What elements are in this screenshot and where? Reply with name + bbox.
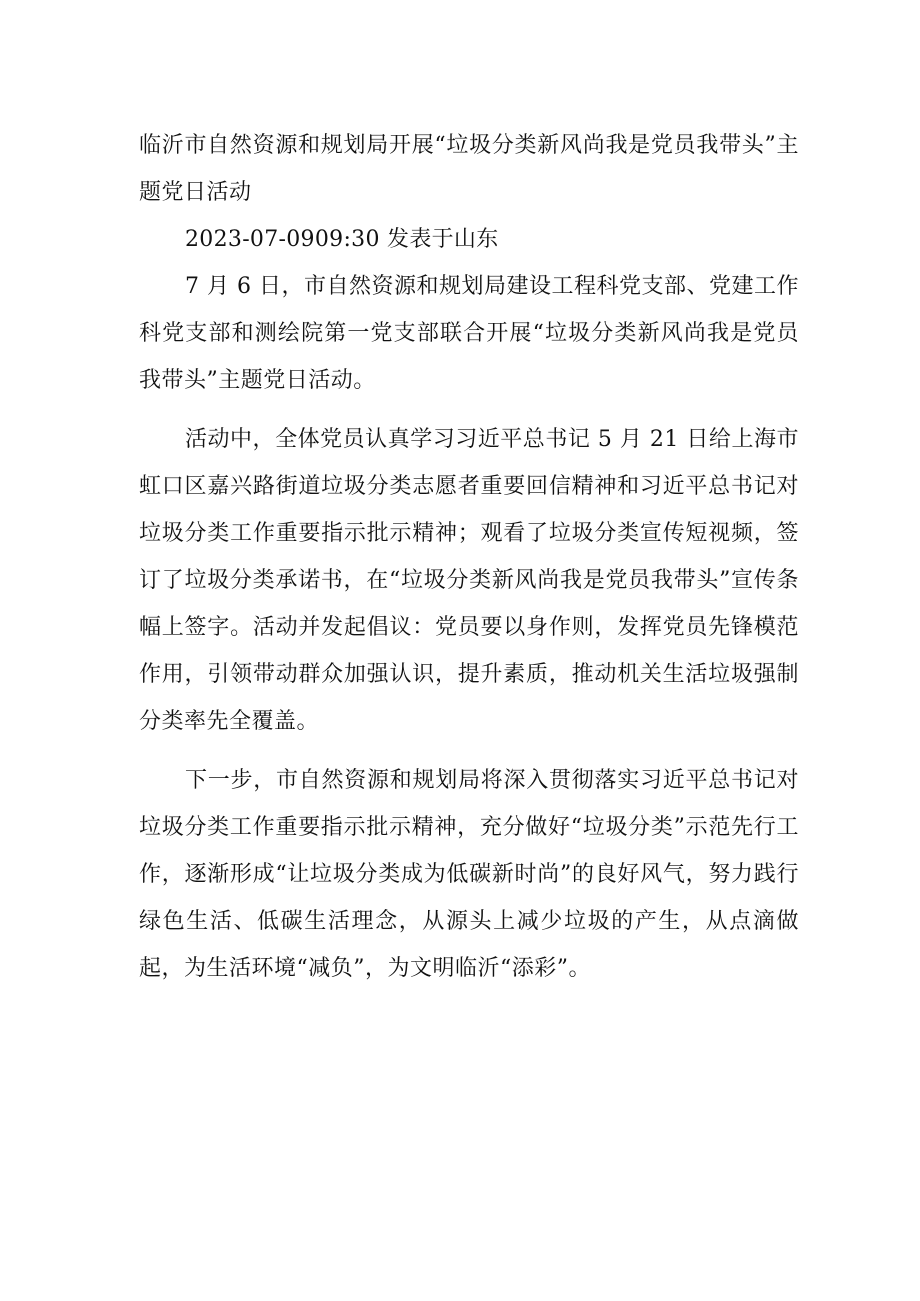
article-paragraph-1: 7 月 6 日，市自然资源和规划局建设工程科党支部、党建工作科党支部和测绘院第一党支部联合开展“垃圾分类新风尚我是党员我带头”主题党日活动。 xyxy=(139,274,799,393)
article-meta: 2023-07-0909:30 发表于山东 xyxy=(185,227,499,252)
document-page xyxy=(139,122,799,1004)
article-title: 临沂市自然资源和规划局开展“垃圾分类新风尚我是党员我带头”主题党日活动 xyxy=(139,133,799,205)
article-paragraph-3: 下一步，市自然资源和规划局将深入贯彻落实习近平总书记对垃圾分类工作重要指示批示精神，充分做好“垃圾分类”示范先行工作，逐渐形成“让垃圾分类成为低碳新时尚”的良好风气，努力践行绿色生活、低碳生活理念，从源头上减少垃圾的产生，从点滴做起，为生活环境“减负”，为文明临沂“添彩”。 xyxy=(139,768,799,981)
article-paragraph-2: 活动中，全体党员认真学习习近平总书记 5 月 21 日给上海市虹口区嘉兴路街道垃圾分类志愿者重要回信精神和习近平总书记对垃圾分类工作重要指示批示精神；观看了垃圾分类宣传短视频，签订了垃圾分类承诺书，在“垃圾分类新风尚我是党员我带头”宣传条幅上签字。活动并发起倡议：党员要以身作则，发挥党员先锋模范作用，引领带动群众加强认识，提升素质，推动机关生活垃圾强制分类率先全覆盖。 xyxy=(139,427,799,734)
